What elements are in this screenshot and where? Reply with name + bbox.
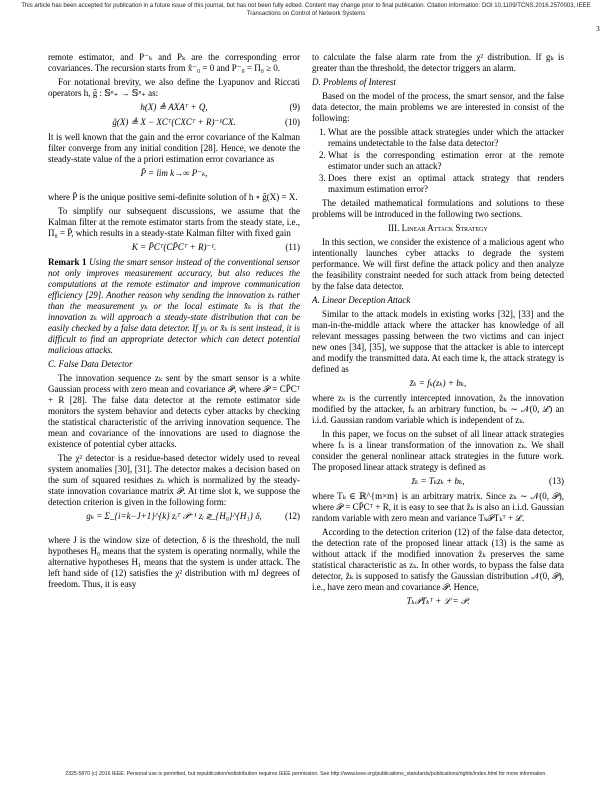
- equation-11: [48, 242, 300, 257]
- equation-11-body: K = P̄Cᵀ(CP̄Cᵀ + R)⁻¹.: [131, 242, 217, 252]
- right-paragraph-7: In this paper, we focus on the subset of all linear attack strategies where fₖ is a linear transformation of the innovation zₖ. We shall consider the general nonlinear attack strategies in the future work. The proposed linear attack strategy is defined as: [312, 429, 564, 472]
- right-column: [312, 52, 564, 611]
- page-number: 3: [596, 24, 600, 33]
- remark-text: Using the smart sensor instead of the conventional sensor not only improves measurement accuracy, but also reduces the computations at the remote estimator and improve communication efficiency [29]. Another reason why sending the innovation zₖ rather than the measurement yₖ or the local estimate x̂ₖ is that the innovation zₖ will approach a steady-state distribution that can be easily checked by a false data detector. If yₖ or x̂ₖ is sent instead, it is difficult to find an appropriate detector which can detect potential malicious attacks.: [48, 257, 300, 355]
- problem-item-2: 2. What is the corresponding estimation error at the remote estimator under such an attack?: [328, 150, 564, 172]
- section-3-heading: III. Linear Attack Strategy: [388, 223, 488, 233]
- left-column: [48, 52, 300, 593]
- journal-header: [0, 2, 612, 18]
- left-paragraph-1: remote estimator, and P⁻ₖ and Pₖ are the corresponding error covariances. The recursion starts from x̂⁻₀ = 0 and P⁻₀ = Π₀ ≥ 0.: [48, 52, 300, 73]
- left-paragraph-5: To simplify our subsequent discussions, we assume that the Kalman filter at the remote estimator starts from the steady state, i.e., Π₀ = P̄, which results in a steady-state Kalman filter with fixed gain: [48, 206, 300, 238]
- right-paragraph-4: In this section, we consider the existence of a malicious agent who intentionally launches cyber attacks to degrade the system performance. We will first define the attack policy and then analyze the feasibility constraint needed for such attack from being detected by the false data detector.: [312, 237, 564, 291]
- equation-10: [48, 117, 300, 132]
- equation-13-body: z̃ₖ = Tₖzₖ + bₖ,: [411, 476, 465, 486]
- equation-10-body: g̃(X) ≜ X − XCᵀ(CXCᵀ + R)⁻¹CX.: [112, 117, 236, 127]
- problem-list: [312, 127, 564, 195]
- right-paragraph-5: Similar to the attack models in existing works [32], [33] and the man-in-the-middle attack where the attacker has knowledge of all relevant messages passing between the two victims and can inject new ones [34], [35], we suppose that the attacker is able to intercept and modify the transmitted data. At each time k, the attack strategy is defined as: [312, 309, 564, 374]
- equation-9-number: (9): [289, 102, 300, 112]
- right-paragraph-6: where zₖ is the currently intercepted innovation, z̃ₖ the innovation modified by the attacker, fₖ an arbitrary function, bₖ ∼ 𝒩(0, ℒ) an i.i.d. Gaussian random variable which is independent of zₖ.: [312, 393, 564, 425]
- equation-pbar-body: P̄ = lim k→∞ P⁻ₖ,: [140, 168, 208, 178]
- equation-9-body: h(X) ≜ AXAᵀ + Q,: [140, 102, 208, 112]
- left-paragraph-6: The innovation sequence zₖ sent by the smart sensor is a white Gaussian process with zero mean and covariance 𝒫, where 𝒫 = CP̄Cᵀ + R [28]. The false data detector at the remote estimator side monitors the system behavior and detects cyber attacks by checking the statistical characteristic of the arriving innovation sequence. The mean and covariance of the innovations are used to diagnose the existence of potential cyber attacks.: [48, 373, 300, 449]
- equation-attack: [312, 378, 564, 393]
- remark-label: Remark 1: [48, 257, 87, 267]
- equation-pbar: [48, 168, 300, 192]
- right-paragraph-3: The detailed mathematical formulations and solutions to these problems will be introduced in the following two sections.: [312, 198, 564, 219]
- right-paragraph-8: where Tₖ ∈ ℝ^{m×m} is an arbitrary matrix. Since zₖ ∼ 𝒩(0, 𝒫), where 𝒫 = CP̄Cᵀ + R, it is easy to see that z̃ₖ is also an i.i.d. Gaussian random variable with zero mean and variance Tₖ𝒫Tₖᵀ + ℒ.: [312, 491, 564, 523]
- copyright-footer: 2325-5870 (c) 2016 IEEE. Personal use is permitted, but republication/redistribution requires IEEE permission. See http://www.ieee.org/publications_standards/publications/rights/index.html for more information.: [65, 771, 547, 777]
- right-paragraph-1: to calculate the false alarm rate from the χ² distribution. If gₖ is greater than the threshold, the detector triggers an alarm.: [312, 52, 564, 73]
- equation-13-number: (13): [549, 476, 564, 486]
- subsection-c-heading: C. False Data Detector: [48, 359, 133, 369]
- problem-item-3: 3. Does there exist an optimal attack strategy that renders maximum estimation error?: [328, 173, 564, 195]
- equation-13: [312, 476, 564, 491]
- equation-12-number: (12): [285, 511, 300, 521]
- left-paragraph-2: For notational brevity, we also define the Lyapunov and Riccati operators h, g̃ : 𝕊ⁿ₊ → 𝕊ⁿ₊ as:: [48, 77, 300, 98]
- header-line-1: This article has been accepted for publication in a future issue of this journal, but has not been fully edited. Content may change prior to final publication. Citation information: DOI 10.1109/TCNS.2016.2570003, IEEE: [21, 3, 591, 9]
- subsection-d-heading: D. Problems of Interest: [312, 77, 396, 87]
- equation-12-body: gₖ = Σ_{i=k−J+1}^{k} zᵢᵀ 𝒫⁻¹ zᵢ ≷_{H₀}^{H₁} δ,: [86, 511, 262, 521]
- right-paragraph-9: According to the detection criterion (12) of the false data detector, the detection rate of the proposed linear attack (13) is the same as without attack if the modified innovation z̃ₖ preserves the same statistical characteristic as zₖ. In other words, to bypass the false data detector, z̃ₖ is supposed to satisfy the Gaussian distribution 𝒩(0, 𝒫), i.e., have zero mean and covariance 𝒫. Hence,: [312, 527, 564, 592]
- problem-item-1: 1. What are the possible attack strategies under which the attacker remains undetectable to the false data detector?: [328, 127, 564, 149]
- equation-9: [48, 102, 300, 117]
- left-paragraph-4: where P̄ is the unique positive semi-definite solution of h ∘ g̃(X) = X.: [48, 192, 298, 202]
- left-paragraph-7: The χ² detector is a residue-based detector widely used to reveal system anomalies [30], [31]. The detector makes a decision based on the sum of squared residues zₖ which is normalized by the steady-state innovation covariance matrix 𝒫. At time slot k, we suppose the detection criterion is given in the following form:: [48, 453, 300, 507]
- equation-attack-body: z̃ₖ = fₖ(zₖ) + bₖ,: [409, 378, 467, 388]
- subsection-a-heading: A. Linear Deception Attack: [312, 295, 411, 305]
- left-paragraph-8: where J is the window size of detection, δ is the threshold, the null hypotheses H₀ means that the system is operating normally, while the alternative hypotheses H₁ means that the system is under attack. The left hand side of (12) satisfies the χ² distribution with mJ degrees of freedom. Thus, it is easy: [48, 535, 300, 589]
- equation-12: [48, 511, 300, 535]
- left-paragraph-3: It is well known that the gain and the error covariance of the Kalman filter converge from any initial condition [28]. Hence, we denote the steady-state value of the a priori estimation error covariance as: [48, 132, 300, 164]
- remark-1: [48, 257, 300, 356]
- equation-final: [312, 596, 564, 611]
- equation-final-body: Tₖ𝒫Tₖᵀ + ℒ = 𝒫.: [406, 596, 470, 606]
- right-paragraph-2: Based on the model of the process, the smart sensor, and the false data detector, the main problems we are interested in consist of the following:: [312, 91, 564, 123]
- equation-10-number: (10): [285, 117, 300, 127]
- header-line-2: Transactions on Control of Network Systems: [246, 11, 366, 17]
- equation-11-number: (11): [285, 242, 300, 252]
